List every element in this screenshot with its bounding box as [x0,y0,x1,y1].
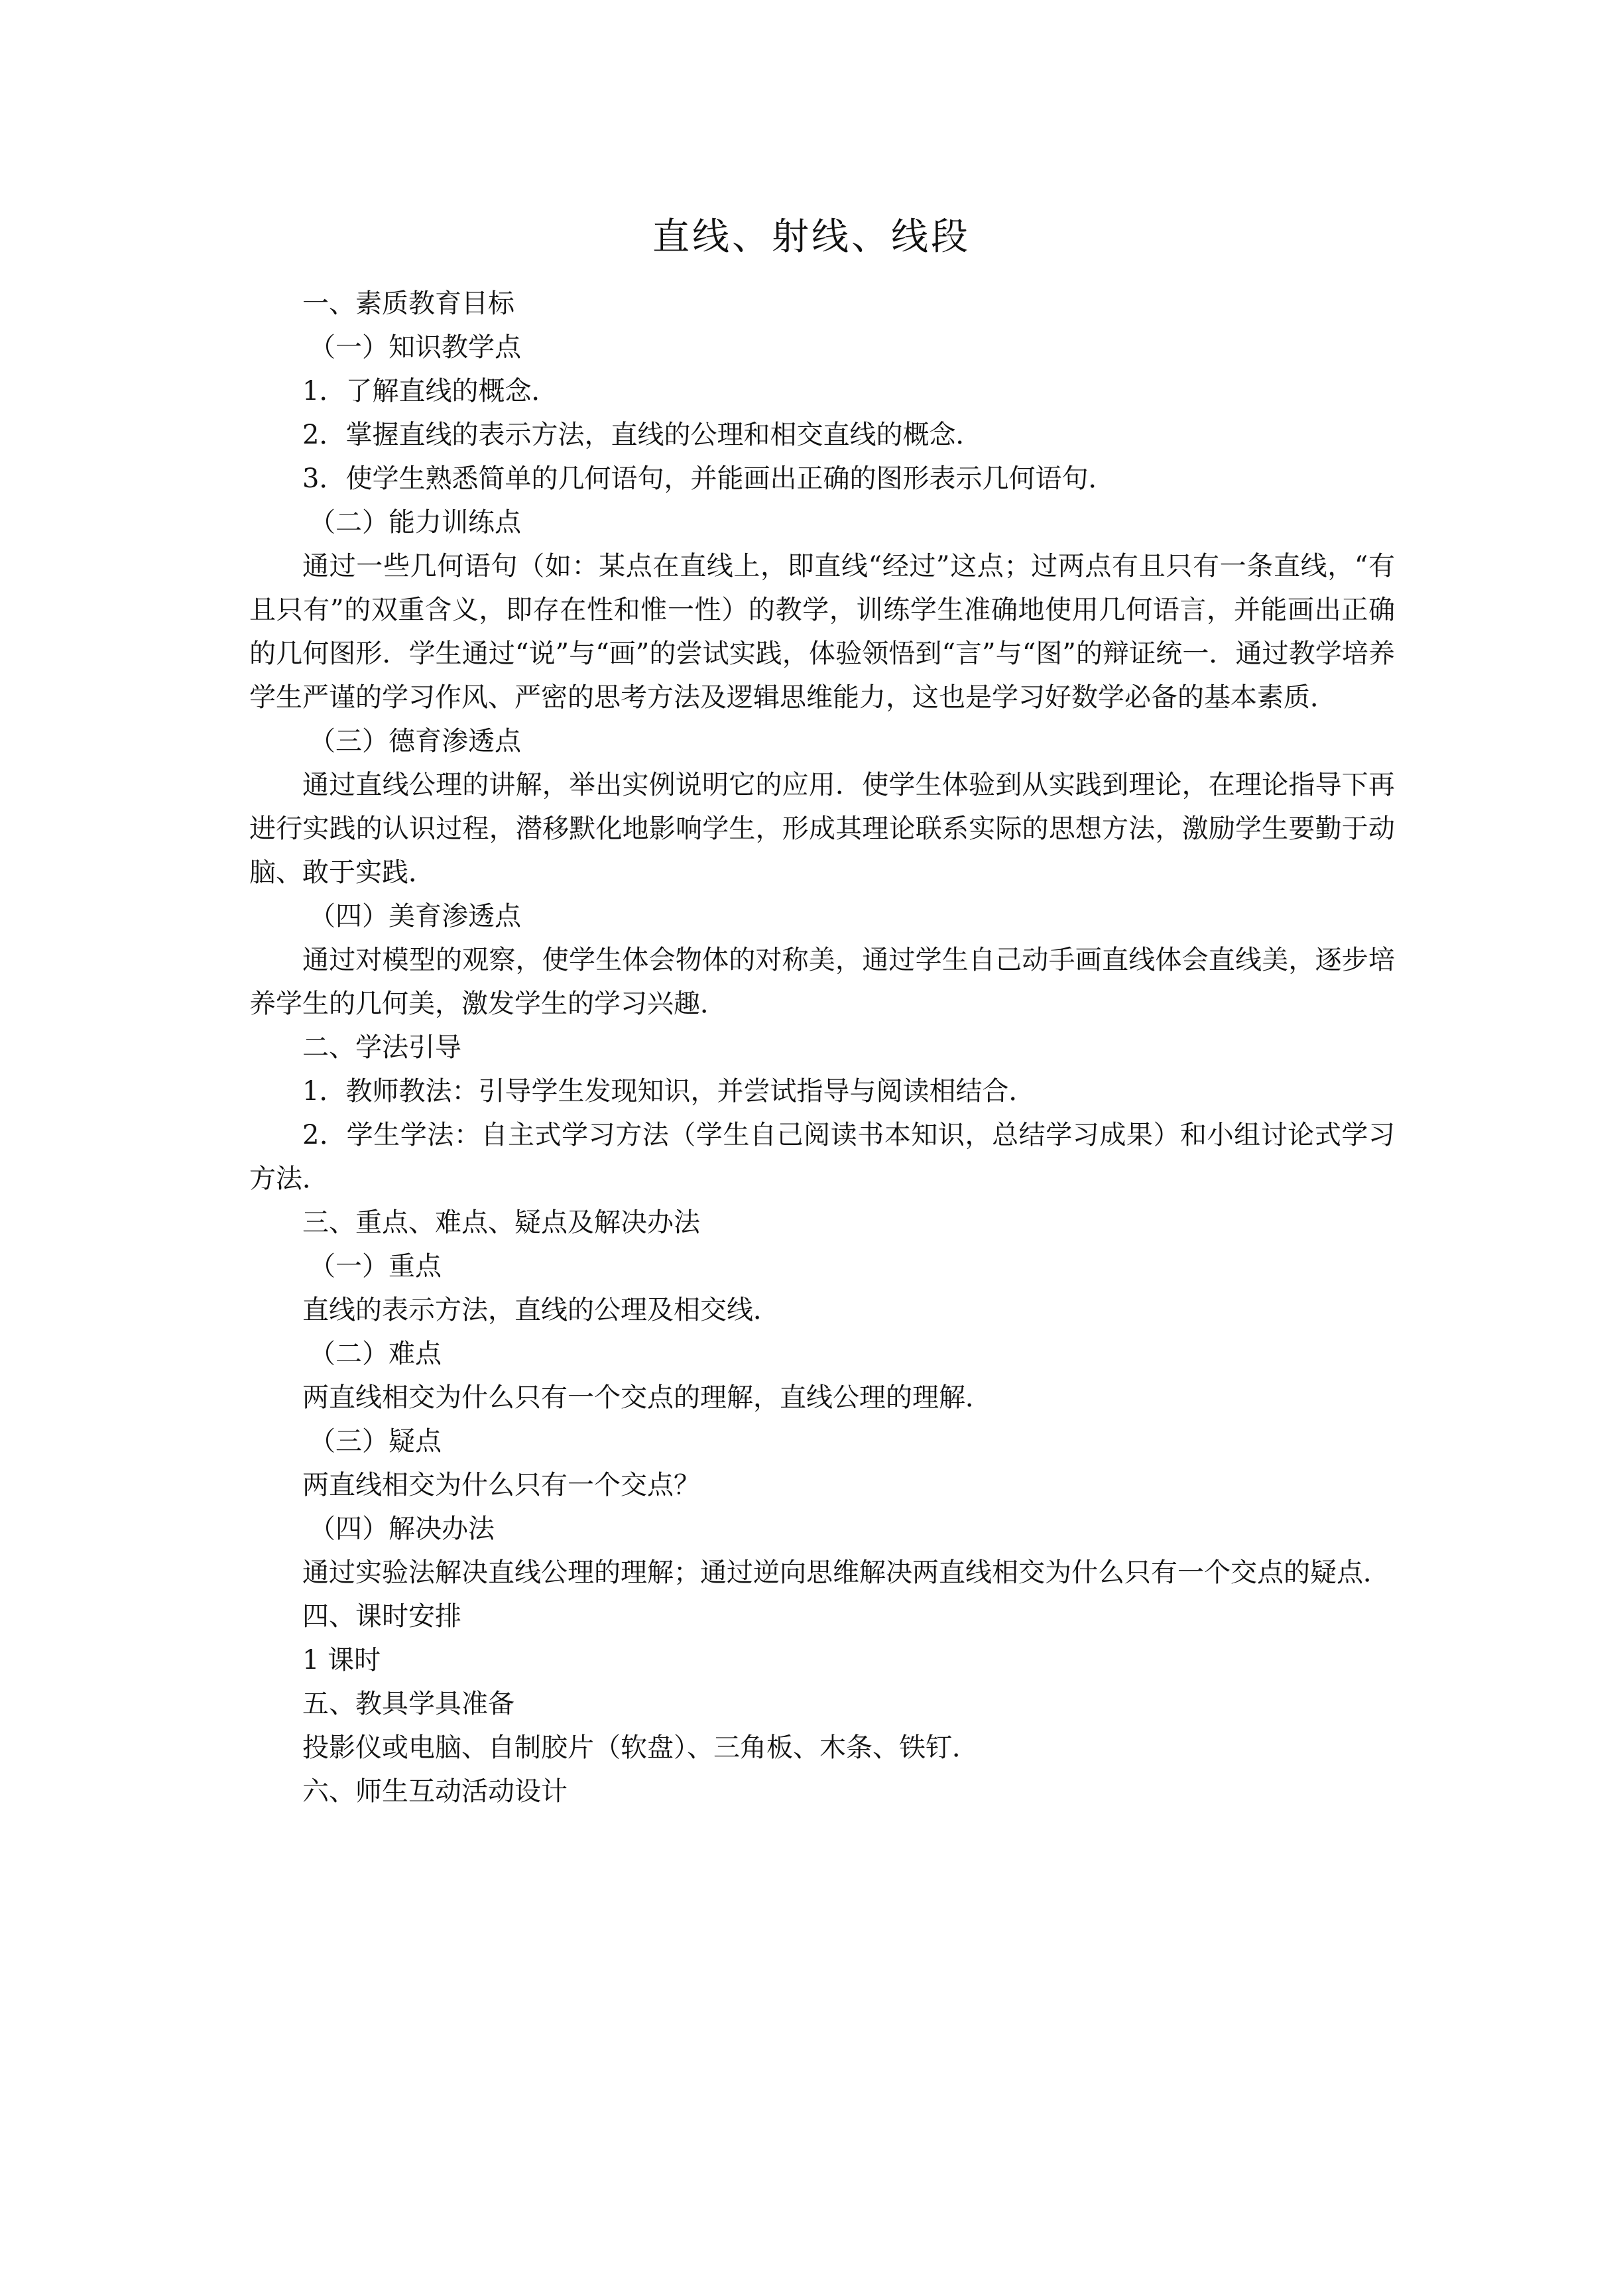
section-1-item-1: 1．了解直线的概念． [302,376,558,406]
document-title: 直线、射线、线段 [652,215,971,259]
section-1-sub-1: （一）知识教学点 [309,332,521,363]
moral-paragraph [249,763,1395,894]
section-1-item-3: 3．使学生熟悉简单的几何语句，并能画出正确的图形表示几何语句． [302,463,1115,494]
section-2-item-2 [249,1113,1395,1201]
section-3-sub-2: （二）难点 [309,1339,442,1369]
section-2-item-2-text: 2．学生学法：自主式学习方法（学生自己阅读书本知识，总结学习成果）和小组讨论式学习方法． [249,1120,1395,1194]
section-1-sub-4: （四）美育渗透点 [309,901,521,932]
section-3-text-2: 两直线相交为什么只有一个交点的理解，直线公理的理解． [302,1382,992,1413]
section-5-text: 投影仪或电脑、自制胶片（软盘）、三角板、木条、铁钉． [302,1732,979,1763]
section-4-text: 1 课时 [302,1645,381,1675]
section-1-sub-2: （二）能力训练点 [309,507,521,538]
section-1-sub-3: （三）德育渗透点 [309,726,521,756]
section-3-text-3: 两直线相交为什么只有一个交点？ [302,1470,700,1500]
ability-paragraph-text: 通过一些几何语句（如：某点在直线上，即直线“经过”这点；过两点有且只有一条直线，“有且只有”的双重含义，即存在性和惟一性）的教学，训练学生准确地使用几何语言，并能画出正确的几何图形．学生通过“说”与“画”的尝试实践，体验领悟到“言”与“图”的辩证统一．通过教学培养学生严谨的学习作风、严密的思考方法及逻辑思维能力，这也是学习好数学必备的基本素质． [249,551,1395,713]
section-6-heading: 六、师生互动活动设计 [302,1776,568,1807]
section-1-item-2: 2．掌握直线的表示方法，直线的公理和相交直线的概念． [302,420,983,450]
section-5-heading: 五、教具学具准备 [302,1689,514,1719]
moral-paragraph-text: 通过直线公理的讲解，举出实例说明它的应用．使学生体验到从实践到理论，在理论指导下再进行实践的认识过程，潜移默化地影响学生，形成其理论联系实际的思想方法，激励学生要勤于动脑、敢于实践． [249,770,1395,888]
ability-paragraph [249,544,1395,719]
document-body [249,282,1395,1813]
section-3-text-4-text: 通过实验法解决直线公理的理解；通过逆向思维解决两直线相交为什么只有一个交点的疑点． [302,1557,1390,1588]
section-3-text-1: 直线的表示方法，直线的公理及相交线． [302,1295,780,1325]
section-3-heading: 三、重点、难点、疑点及解决办法 [302,1207,700,1238]
section-3-sub-4: （四）解决办法 [309,1514,495,1544]
aesthetic-paragraph [249,938,1395,1026]
aesthetic-paragraph-text: 通过对模型的观察，使学生体会物体的对称美，通过学生自己动手画直线体会直线美，逐步培养学生的几何美，激发学生的学习兴趣． [249,945,1395,1019]
section-2-item-1: 1．教师教法：引导学生发现知识，并尝试指导与阅读相结合． [302,1076,1036,1107]
section-3-text-4 [249,1551,1395,1595]
section-2-heading: 二、学法引导 [302,1032,461,1063]
section-3-sub-3: （三）疑点 [309,1426,442,1457]
section-4-heading: 四、课时安排 [302,1601,461,1632]
section-1-heading: 一、素质教育目标 [302,288,514,319]
section-3-sub-1: （一）重点 [309,1251,442,1282]
